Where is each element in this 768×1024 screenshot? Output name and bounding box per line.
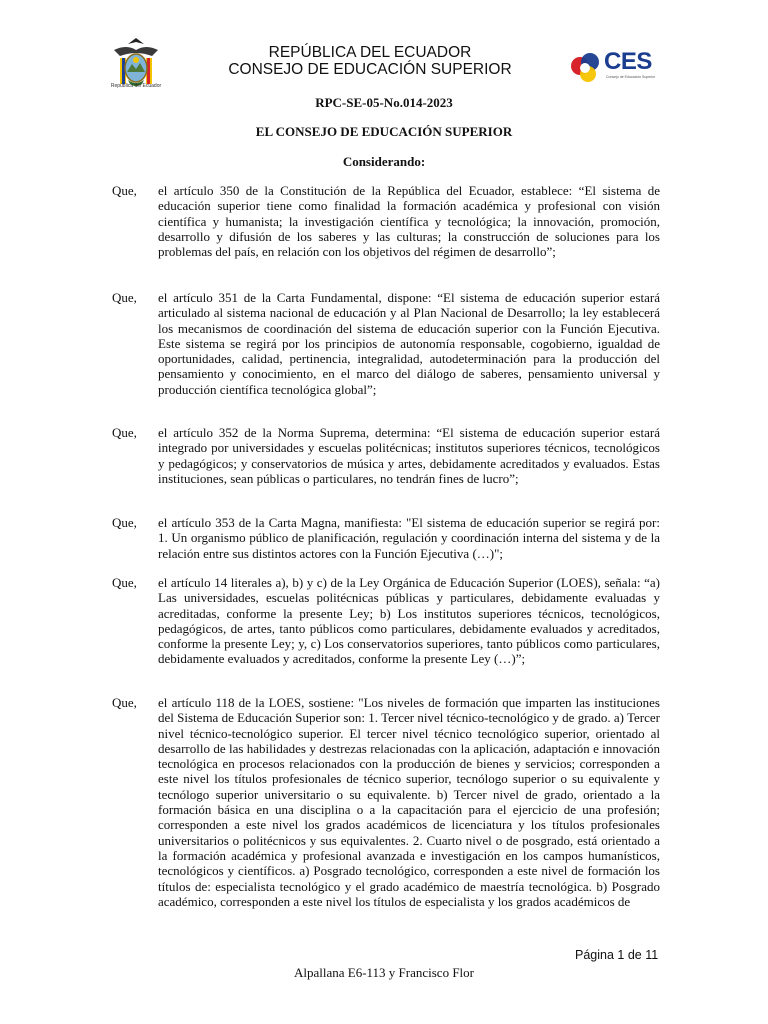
resolution-id: RPC-SE-05-No.014-2023 <box>315 95 453 110</box>
paragraph-label: Que, <box>112 290 137 305</box>
page-number: Página 1 de 11 <box>575 948 659 962</box>
paragraph-text: el artículo 352 de la Norma Suprema, determina: “El sistema de educación superior estará integrado por universidades y escuelas politécnicas; institutos superiores técnicos, tecnológicos y pedagógicos; y conservatorios de música y artes, debidamente acreditados y evaluados. Estas instituciones, sean públicas o particulares, no tendrán fines de lucro”; <box>158 425 660 486</box>
paragraph-text: el artículo 353 de la Carta Magna, manifiesta: "El sistema de educación superior se regirá por: 1. Un organismo público de planificación, regulación y coordinación interna del sistema y de la relación entre sus distintos actores con la Función Ejecutiva (…)"; <box>158 515 660 561</box>
paragraph <box>112 425 660 486</box>
header-title <box>200 44 540 78</box>
paragraph <box>112 290 660 397</box>
paragraph-text: el artículo 350 de la Constitución de la República del Ecuador, establece: “El sistema de educación superior tiene como finalidad la formación académica y profesional con visión científica y humanista; la investigación científica y tecnológica; la innovación, promoción, desarrollo y difusión de los saberes y las culturas; la construcción de soluciones para los problemas del país, en relación con los objetivos del régimen de desarrollo”; <box>158 183 660 260</box>
paragraph-label: Que, <box>112 515 137 530</box>
paragraph-label: Que, <box>112 425 137 440</box>
body-title: EL CONSEJO DE EDUCACIÓN SUPERIOR <box>255 124 513 139</box>
paragraph <box>112 515 660 561</box>
ces-logo-subtitle: Consejo de Educación Superior <box>606 75 656 79</box>
coat-caption: República del Ecuador <box>110 83 162 89</box>
considering-heading: Considerando: <box>342 154 426 169</box>
footer-address: Alpallana E6-113 y Francisco Flor <box>293 965 475 980</box>
paragraph-text: el artículo 14 literales a), b) y c) de la Ley Orgánica de Educación Superior (LOES), señala: “a) Las universidades, escuelas politécnicas públicas y particulares, debidamente evaluadas y acreditadas, conforme la presente Ley; b) Los institutos superiores técnicos, tecnológicos, pedagógicos, de artes, tanto públicos como particulares, debidamente evaluados y acreditados, conforme la presente Ley; y, c) Los conservatorios superiores, tanto públicos como particulares, debidamente evaluados y acreditados, conforme la presente Ley (…)”; <box>158 575 660 667</box>
ces-logo-text: CES <box>604 48 652 75</box>
paragraph-text: el artículo 118 de la LOES, sostiene: "Los niveles de formación que imparten las instituciones del Sistema de Educación Superior son: 1. Tercer nivel técnico-tecnológico y de grado. a) Tercer nivel técnico-tecnológico superior. El tercer nivel técnico tecnológico superior, orientado al desarrollo de las habilidades y destrezas relacionadas con la aplicación, adaptación e innovación tecnológica en procesos relacionados con la producción de bienes y servicios; corresponden a este nivel los títulos profesionales de técnico superior, tecnólogo superior o su equivalente y tecnólogo superior universitario o su equivalente. b) Tercer nivel de grado, orientado a la formación básica en una disciplina o a la capacitación para el ejercicio de una profesión; corresponden a este nivel los grados académicos de licenciatura y los títulos profesionales universitarios o politécnicos y sus equivalentes. 2. Cuarto nivel o de posgrado, está orientado a la formación académica y profesional avanzada e investigación en los campos humanísticos, tecnológicos y científicos. a) Posgrado tecnológico, corresponden a este nivel de formación los títulos de: especialista tecnológico y el grado académico de maestría tecnológica. b) Posgrado académico, corresponden a este nivel los títulos de especialista y los grados académicos de <box>158 695 660 909</box>
paragraph-label: Que, <box>112 183 137 198</box>
paragraph <box>112 575 660 667</box>
paragraph-text: el artículo 351 de la Carta Fundamental, dispone: “El sistema de educación superior estará articulado al sistema nacional de educación y al Plan Nacional de Desarrollo; la ley establecerá los mecanismos de coordinación del sistema de educación superior con la Función Ejecutiva. Este sistema se regirá por los principios de autonomía responsable, cogobierno, igualdad de oportunidades, calidad, pertinencia, integralidad, autodeterminación para la producción del pensamiento y conocimiento, en el marco del diálogo de saberes, pensamiento universal y producción científica tecnológica global”; <box>158 290 660 397</box>
header-line-1: REPÚBLICA DEL ECUADOR <box>268 44 472 61</box>
paragraph <box>112 183 660 259</box>
paragraph-label: Que, <box>112 575 137 590</box>
paragraph-label: Que, <box>112 695 137 710</box>
header-line-2: CONSEJO DE EDUCACIÓN SUPERIOR <box>228 61 512 78</box>
paragraph <box>112 695 660 909</box>
